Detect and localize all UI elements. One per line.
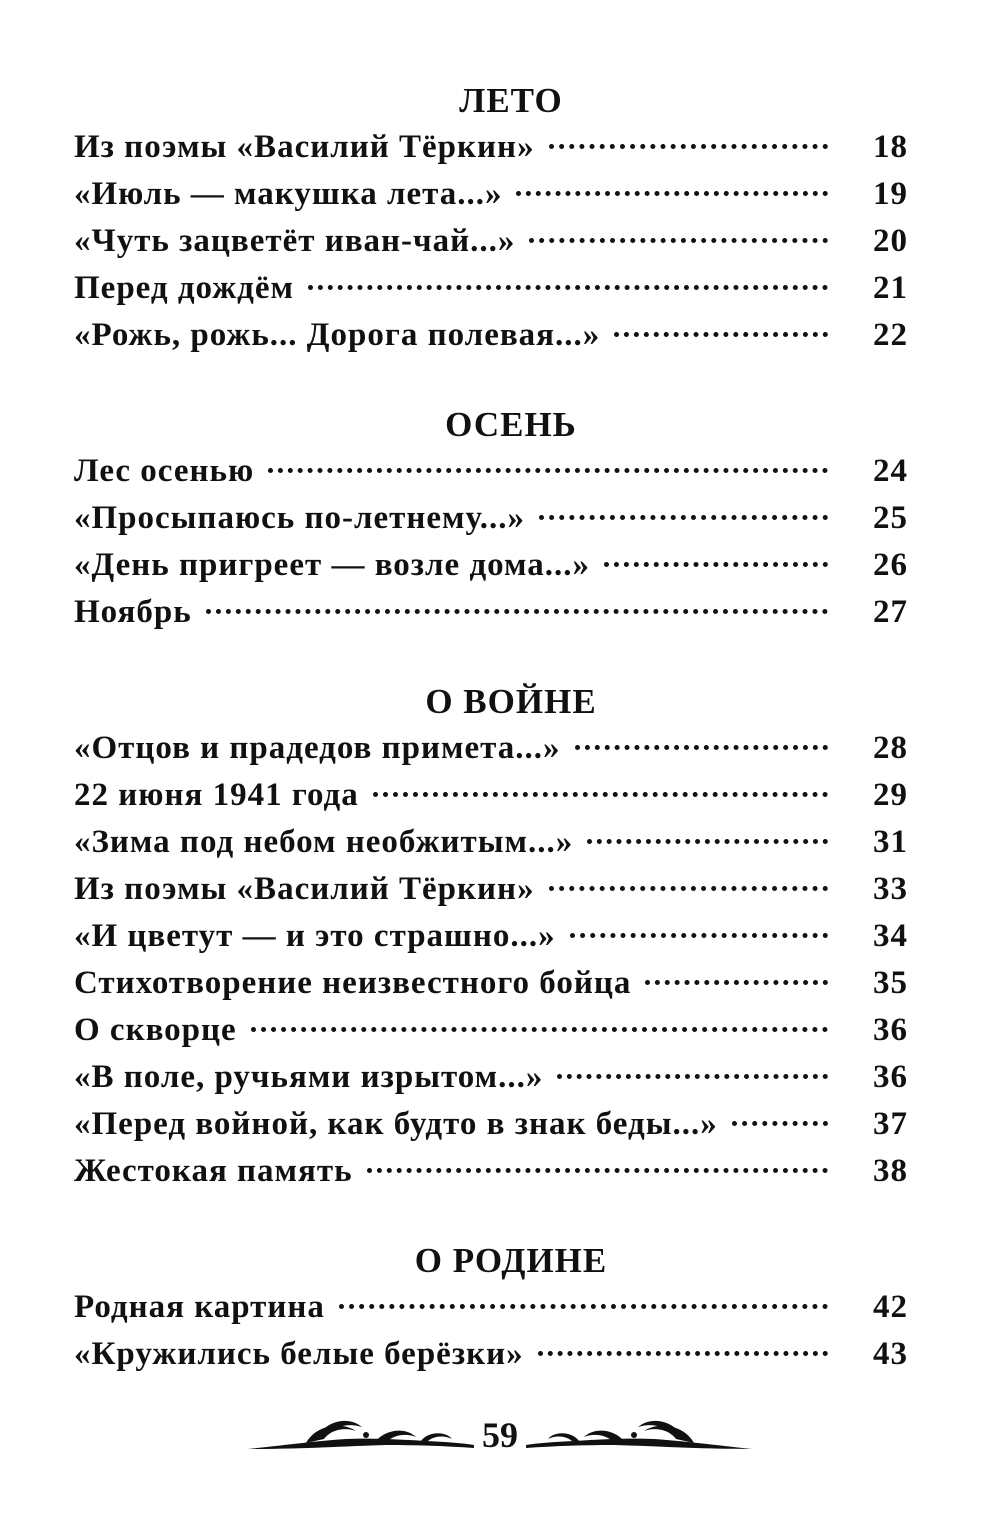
toc-entry xyxy=(74,542,908,589)
toc-entry xyxy=(74,218,908,265)
dot-leader xyxy=(549,144,828,149)
entry-title: Лес осенью xyxy=(74,453,255,489)
entry-title: Из поэмы «Василий Тёркин» xyxy=(74,129,535,165)
entry-page-number: 18 xyxy=(873,129,908,165)
entry-page-number: 43 xyxy=(873,1336,908,1372)
section-title: О РОДИНЕ xyxy=(414,1241,608,1280)
toc-entry xyxy=(74,1054,908,1101)
dot-leader xyxy=(557,1074,828,1079)
dot-leader xyxy=(268,468,828,473)
flourish-ornament-icon xyxy=(524,1405,754,1465)
entry-page-number: 25 xyxy=(873,500,908,536)
toc-entry xyxy=(74,589,908,636)
entry-page-number: 20 xyxy=(873,223,908,259)
entry-title: Родная картина xyxy=(74,1289,325,1325)
entry-page-number: 38 xyxy=(873,1153,908,1189)
entry-title: «Кружились белые берёзки» xyxy=(74,1336,524,1372)
entry-title: «Перед войной, как будто в знак беды...» xyxy=(74,1106,718,1142)
section-title: О ВОЙНЕ xyxy=(425,682,597,721)
toc-entry xyxy=(74,1331,908,1378)
entry-title: Ноябрь xyxy=(74,594,192,630)
toc-entry xyxy=(74,448,908,495)
entry-title: «В поле, ручьями изрытом...» xyxy=(74,1059,544,1095)
entry-page-number: 36 xyxy=(873,1059,908,1095)
toc-entry xyxy=(74,265,908,312)
dot-leader xyxy=(587,839,828,844)
entry-page-number: 34 xyxy=(873,918,908,954)
page-footer xyxy=(235,1405,765,1465)
dot-leader xyxy=(339,1304,828,1309)
entry-page-number: 27 xyxy=(873,594,908,630)
dot-leader xyxy=(732,1121,828,1126)
dot-leader xyxy=(575,745,829,750)
entry-title: «Зима под небом необжитым...» xyxy=(74,824,574,860)
dot-leader xyxy=(539,515,828,520)
entry-title: О скворце xyxy=(74,1012,237,1048)
toc-entry xyxy=(74,171,908,218)
toc-entry xyxy=(74,1007,908,1054)
toc-entry xyxy=(74,1284,908,1331)
flourish-ornament-icon xyxy=(246,1405,476,1465)
entry-title: 22 июня 1941 года xyxy=(74,777,359,813)
entry-page-number: 42 xyxy=(873,1289,908,1325)
toc-section xyxy=(74,679,908,1195)
section-title: ЛЕТО xyxy=(459,81,563,120)
toc-entry xyxy=(74,1148,908,1195)
entry-page-number: 35 xyxy=(873,965,908,1001)
entry-page-number: 24 xyxy=(873,453,908,489)
toc-entry xyxy=(74,495,908,542)
toc-entry xyxy=(74,960,908,1007)
entry-page-number: 33 xyxy=(873,871,908,907)
dot-leader xyxy=(570,933,828,938)
entry-page-number: 37 xyxy=(873,1106,908,1142)
toc-entry xyxy=(74,772,908,819)
dot-leader xyxy=(549,886,828,891)
entry-page-number: 36 xyxy=(873,1012,908,1048)
toc-entry xyxy=(74,725,908,772)
entry-page-number: 26 xyxy=(873,547,908,583)
dot-leader xyxy=(529,238,828,243)
dot-leader xyxy=(604,562,828,567)
dot-leader xyxy=(206,609,828,614)
dot-leader xyxy=(516,191,828,196)
entry-title: Стихотворение неизвестного бойца xyxy=(74,965,632,1001)
toc-entry xyxy=(74,124,908,171)
dot-leader xyxy=(251,1027,828,1032)
entry-title: «Чуть зацветёт иван-чай...» xyxy=(74,223,516,259)
toc-entry xyxy=(74,312,908,359)
entry-title: Перед дождём xyxy=(74,270,294,306)
toc-entry xyxy=(74,1101,908,1148)
dot-leader xyxy=(538,1351,828,1356)
toc-sections xyxy=(74,78,908,1421)
entry-page-number: 28 xyxy=(873,730,908,766)
entry-page-number: 19 xyxy=(873,176,908,212)
entry-page-number: 22 xyxy=(873,317,908,353)
entry-title: «День пригреет — возле дома...» xyxy=(74,547,591,583)
entry-title: Жестокая память xyxy=(74,1153,353,1189)
entry-title: «И цветут — и это страшно...» xyxy=(74,918,556,954)
dot-leader xyxy=(373,792,828,797)
dot-leader xyxy=(367,1168,828,1173)
entry-title: «Отцов и прадедов примета...» xyxy=(74,730,561,766)
toc-entry xyxy=(74,913,908,960)
dot-leader xyxy=(614,332,828,337)
toc-entry xyxy=(74,866,908,913)
toc-entry xyxy=(74,819,908,866)
entry-page-number: 29 xyxy=(873,777,908,813)
dot-leader xyxy=(308,285,828,290)
entry-title: «Просыпаюсь по-летнему...» xyxy=(74,500,525,536)
toc-section xyxy=(74,78,908,359)
section-title: ОСЕНЬ xyxy=(445,405,577,444)
entry-title: «Рожь, рожь... Дорога полевая...» xyxy=(74,317,601,353)
entry-title: Из поэмы «Василий Тёркин» xyxy=(74,871,535,907)
entry-page-number: 21 xyxy=(873,270,908,306)
entry-title: «Июль — макушка лета...» xyxy=(74,176,503,212)
toc-section xyxy=(74,1238,908,1378)
page-number: 59 xyxy=(482,1415,518,1455)
toc-section xyxy=(74,402,908,636)
dot-leader xyxy=(645,980,828,985)
entry-page-number: 31 xyxy=(873,824,908,860)
